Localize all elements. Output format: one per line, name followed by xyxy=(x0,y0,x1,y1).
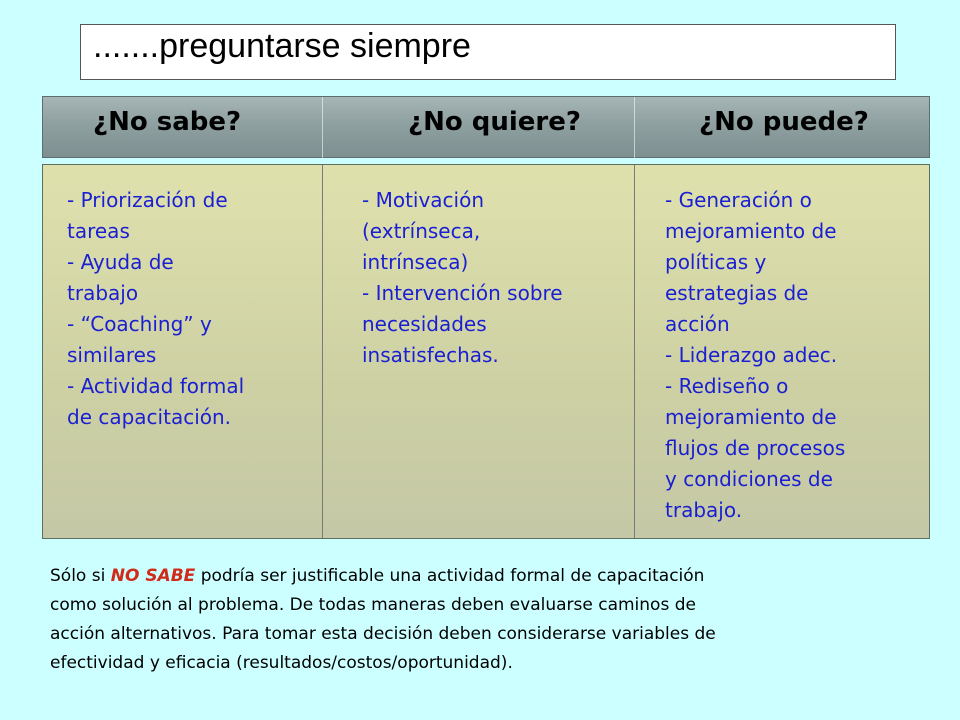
content-box xyxy=(42,164,930,539)
column-no-sabe xyxy=(67,185,244,433)
header-no-sabe: ¿No sabe? xyxy=(93,107,242,137)
title-box xyxy=(80,24,896,80)
footer-prefix: Sólo si xyxy=(50,566,111,586)
column-line: - Liderazgo adec. xyxy=(665,343,838,367)
header-divider xyxy=(634,97,635,159)
column-line: tareas xyxy=(67,219,130,243)
column-divider xyxy=(322,165,323,538)
column-line: insatisfechas. xyxy=(362,343,499,367)
footer-note xyxy=(50,562,910,678)
header-bar xyxy=(42,96,930,158)
column-line: - Intervención sobre xyxy=(362,281,563,305)
column-line: trabajo. xyxy=(665,498,743,522)
column-line: (extrínseca, xyxy=(362,219,481,243)
footer-line: efectividad y eficacia (resultados/costos/oportunidad). xyxy=(50,653,513,673)
header-divider xyxy=(322,97,323,159)
column-no-puede xyxy=(665,185,845,526)
column-line: estrategias de xyxy=(665,281,809,305)
column-line: - Actividad formal xyxy=(67,374,245,398)
footer-suffix: podría ser justificable una actividad formal de capacitación xyxy=(195,566,705,586)
footer-emphasis: NO SABE xyxy=(110,566,196,586)
column-line: - Rediseño o xyxy=(665,374,789,398)
column-line: mejoramiento de xyxy=(665,405,837,429)
column-line: políticas y xyxy=(665,250,767,274)
header-no-puede: ¿No puede? xyxy=(699,107,869,137)
column-line: - Motivación xyxy=(362,188,485,212)
column-no-quiere xyxy=(362,185,563,371)
column-line: - Generación o xyxy=(665,188,812,212)
column-line: necesidades xyxy=(362,312,487,336)
column-line: - Ayuda de xyxy=(67,250,174,274)
footer-line: acción alternativos. Para tomar esta decisión deben considerarse variables de xyxy=(50,624,716,644)
column-line: - Priorización de xyxy=(67,188,228,212)
column-line: y condiciones de xyxy=(665,467,833,491)
footer-line xyxy=(50,562,910,591)
column-line: de capacitación. xyxy=(67,405,232,429)
header-no-quiere: ¿No quiere? xyxy=(408,107,581,137)
column-line: acción xyxy=(665,312,730,336)
column-line: - “Coaching” y xyxy=(67,312,212,336)
column-line: flujos de procesos xyxy=(665,436,846,460)
column-divider xyxy=(634,165,635,538)
footer-line: como solución al problema. De todas maneras deben evaluarse caminos de xyxy=(50,595,696,615)
column-line: mejoramiento de xyxy=(665,219,837,243)
slide-title: .......preguntarse siempre xyxy=(93,27,471,65)
column-line: intrínseca) xyxy=(362,250,469,274)
column-line: trabajo xyxy=(67,281,139,305)
column-line: similares xyxy=(67,343,157,367)
